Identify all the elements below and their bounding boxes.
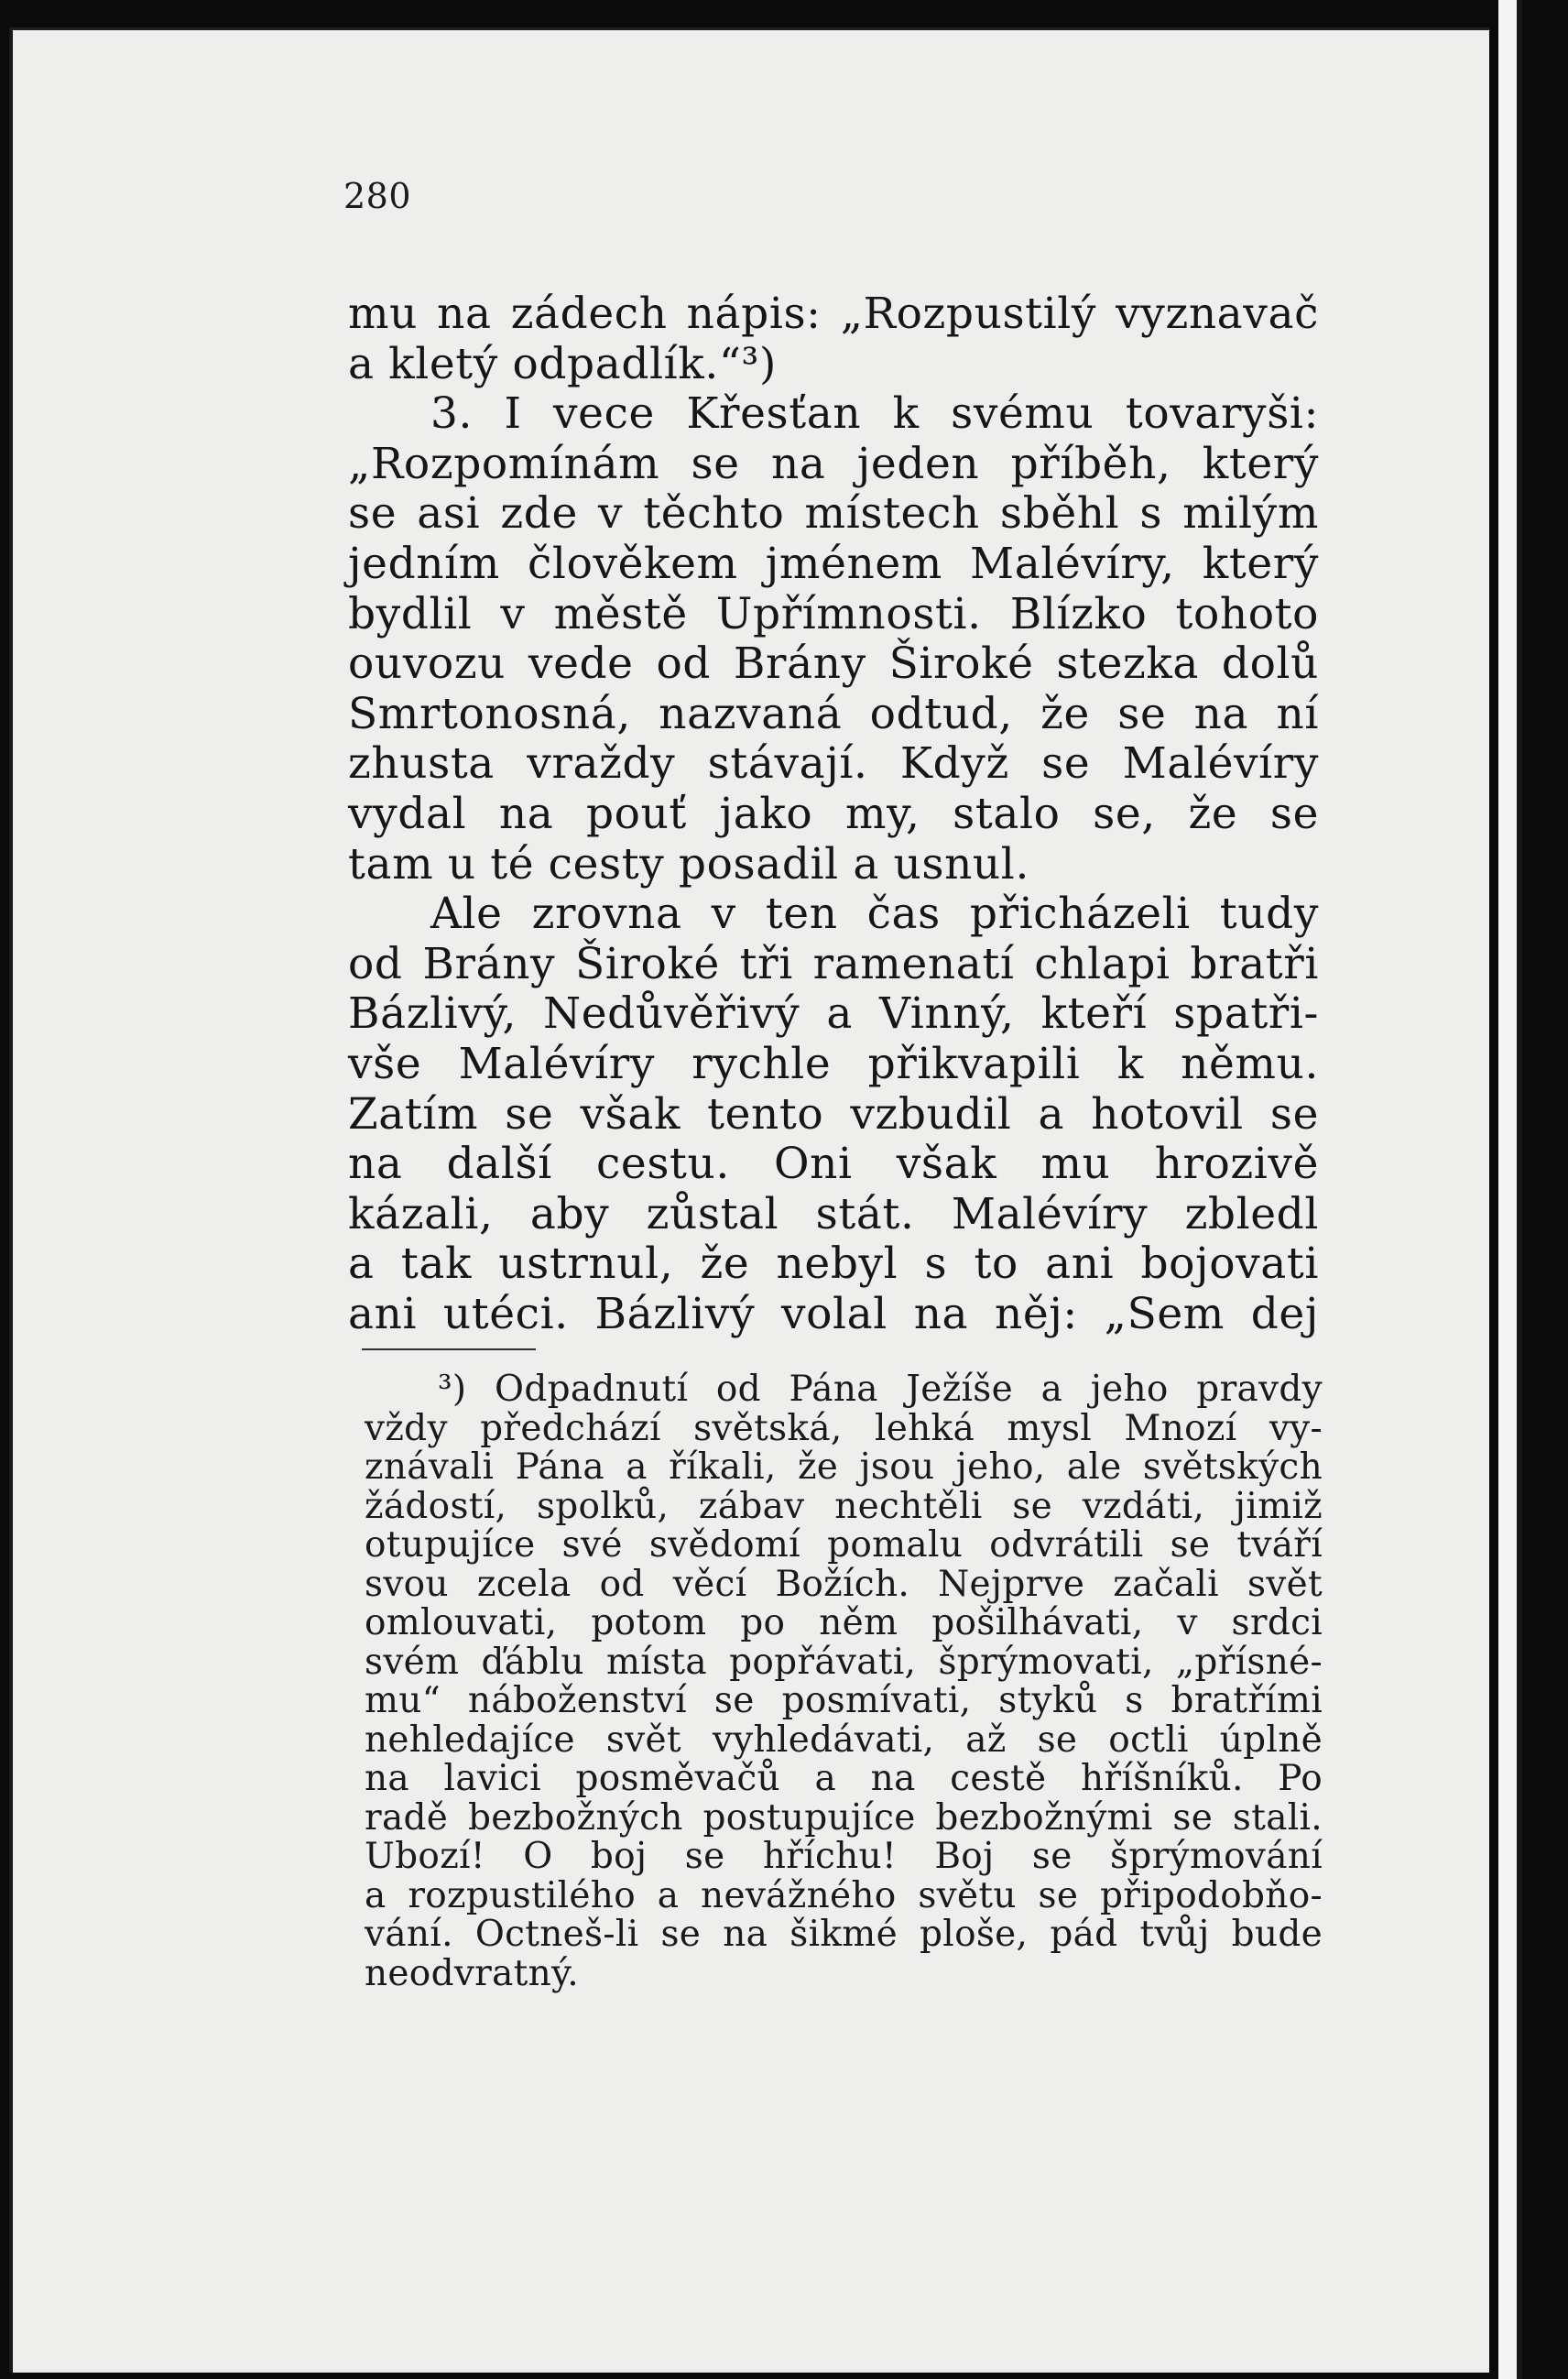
main-text [348,289,1319,1339]
footnote-divider [362,1348,536,1350]
text-line: ani utéci. Bázlivý volal na něj: „Sem dej [348,1288,1319,1339]
text-line: Smrtonosná, nazvaná odtud, že se na ní [348,688,1319,739]
footnote-line: radě bezbožných postupujíce bezbožnými se stali. [365,1796,1323,1839]
text-line: od Brány Široké tři ramenatí chlapi bratři [348,938,1319,989]
text-line: bydlil v městě Upřímnosti. Blízko tohoto [348,588,1319,639]
footnote-line: svém ďáblu místa popřávati, šprýmovati, „přísné- [365,1641,1323,1683]
text-line: se asi zde v těchto místech sběhl s milým [348,488,1319,540]
footnote-line: otupujíce své svědomí pomalu odvrátili se tváří [365,1524,1323,1566]
text-line: ouvozu vede od Brány Široké stezka dolů [348,638,1319,690]
text-line: Ale zrovna v ten čas přicházeli tudy [430,889,1319,940]
footnote-line: neodvratný. [365,1952,579,1994]
text-line: tam u té cesty posadil a usnul. [348,838,1029,889]
footnote-line: znávali Pána a říkali, že jsou jeho, ale světských [365,1446,1323,1488]
footnote-line: nehledajíce svět vyhledávati, až se octli úplně [365,1719,1323,1761]
text-line: zhusta vraždy stávají. Když se Malévíry [348,738,1319,790]
page-edge [1498,0,1517,2379]
footnote-line: mu“ náboženství se posmívati, styků s bratřími [365,1680,1323,1721]
footnote-line: žádostí, spolků, zábav nechtěli se vzdáti, jimiž [365,1485,1323,1527]
text-line: jedním člověkem jménem Malévíry, který [348,538,1319,589]
text-line: vše Malévíry rychle přikvapili k němu. [348,1038,1319,1089]
footnote-line: svou zcela od věcí Božích. Nejprve začali svět [365,1563,1323,1605]
footnote-line: vždy předchází světská, lehká mysl Mnozí vy- [365,1407,1323,1449]
text-line: a kletý odpadlík.“³) [348,338,777,389]
footnote-line: Ubozí! O boj se hříchu! Boj se šprýmování [365,1836,1323,1877]
text-line: Bázlivý, Nedůvěřivý a Vinný, kteří spatři- [348,988,1319,1040]
text-line: a tak ustrnul, že nebyl s to ani bojovati [348,1239,1319,1290]
text-line: 3. I vece Křesťan k svému tovaryši: [430,388,1319,440]
text-line: vydal na pouť jako my, stalo se, že se [348,788,1319,839]
page-number: 280 [343,176,412,216]
footnote-line: ³) Odpadnutí od Pána Ježíše a jeho pravdy [438,1369,1323,1410]
footnote-line: a rozpustilého a nevážného světu se připodobňo- [365,1874,1323,1916]
text-line: Zatím se však tento vzbudil a hotovil se [348,1088,1319,1140]
text-line: „Rozpomínám se na jeden příběh, který [348,438,1319,489]
text-line: mu na zádech nápis: „Rozpustilý vyznavač [348,289,1319,339]
text-line: na další cestu. Oni však mu hrozivě [348,1139,1319,1190]
footnote [365,1370,1323,1993]
footnote-line: vání. Octneš-li se na šikmé ploše, pád tvůj bude [365,1914,1323,1955]
footnote-line: omlouvati, potom po něm pošilhávati, v srdci [365,1602,1323,1643]
text-line: kázali, aby zůstal stát. Malévíry zbledl [348,1188,1319,1239]
footnote-line: na lavici posměvačů a na cestě hříšníků. Po [365,1758,1323,1799]
